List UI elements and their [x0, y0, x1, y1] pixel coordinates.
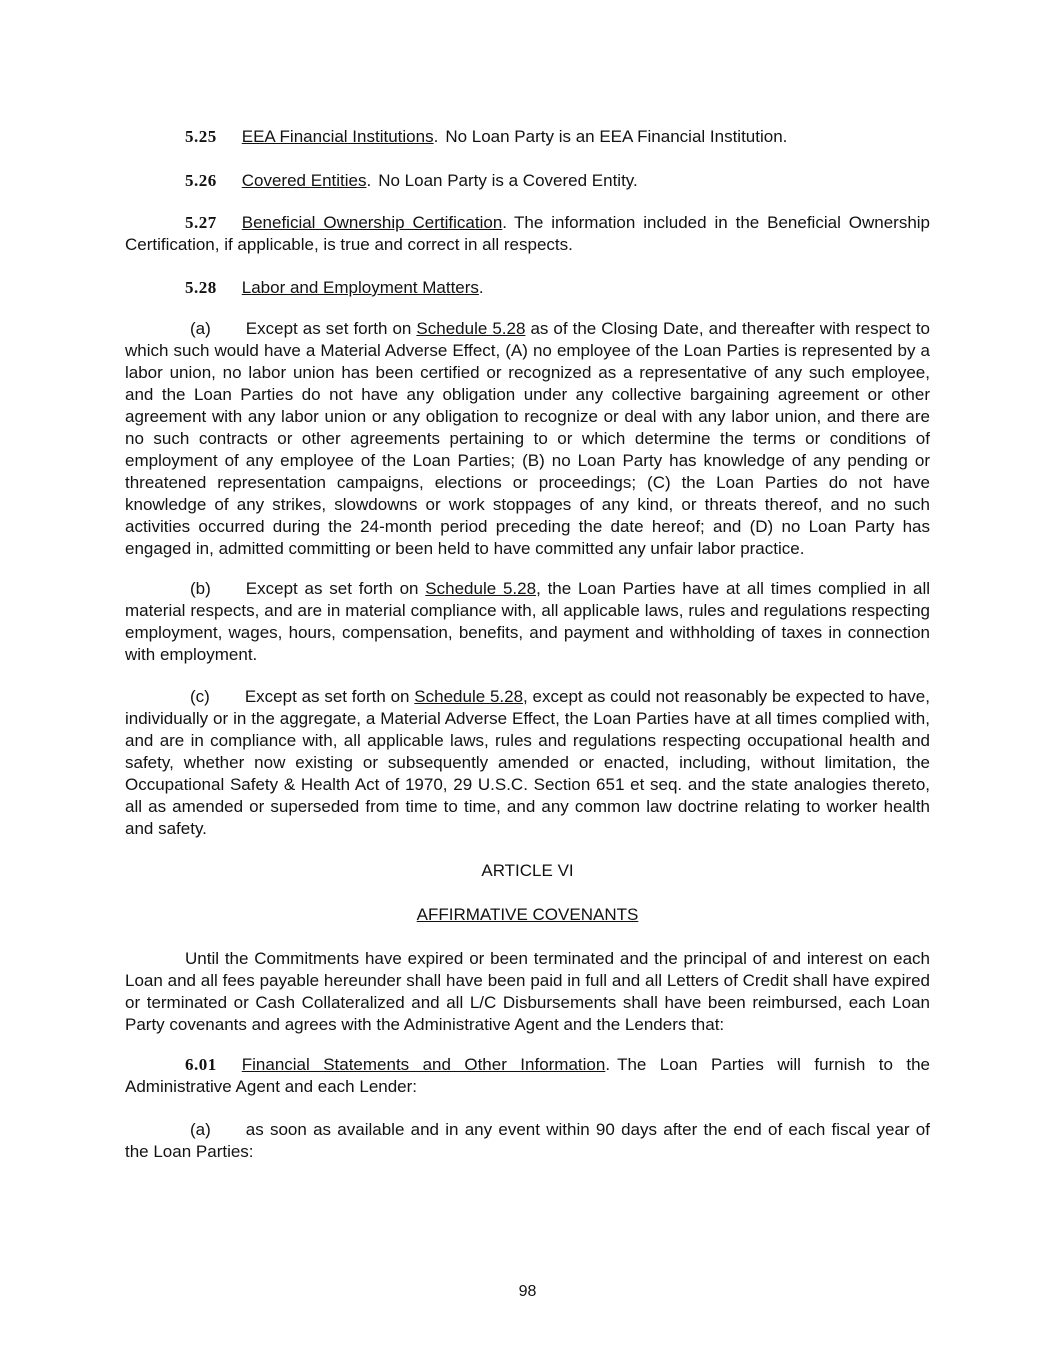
paragraph-5-28-c: [125, 686, 930, 840]
paragraph-text: , except as could not reasonably be expected to have, individually or in the aggregate, a Material Adverse Effect, the Loan Parties have at all times complied with, and are in compliance with, all applicable laws, rules and regulations respecting occupational health and safety, whether now existing or subsequently amended or enacted, including, without limitation, the Occupational Safety & Health Act of 1970, 29 U.S.C. Section 651 et seq. and the state analogies thereto, all as amended or superseded from time to time, and any common law doctrine relating to worker health and safety.: [125, 687, 930, 838]
section-title: Financial Statements and Other Information: [241, 1055, 606, 1074]
section-number: 5.27: [185, 213, 217, 232]
schedule-reference: Schedule 5.28: [425, 579, 537, 598]
paragraph-text: Except as set forth on: [244, 687, 415, 706]
article-subheading: [125, 904, 930, 926]
section-text: The Loan Parties will furnish to the Administrative Agent and each Lender:: [125, 1055, 930, 1096]
paragraph-text: as of the Closing Date, and thereafter with respect to which such would have a Material Adverse Effect, (A) no employee of the Loan Parties is represented by a labor union, no labor union has been certified or recognized as a representative of any such employee, and the Loan Parties do not have any obligation under any collective bargaining agreement or other agreement with any labor union or any obligation to recognize or deal with any labor union, and there are no such contracts or other agreements pertaining to or which determine the terms or conditions of employment of any employee of the Loan Parties; (B) no Loan Party has knowledge of any pending or threatened representation campaigns, elections or proceedings; (C) the Loan Parties do not have knowledge of any strikes, slowdowns or work stoppages of any kind, or threats thereof, and no such activities occurred during the 24-month period preceding the date hereof; and (D) no Loan Party has engaged in, admitted committing or been held to have committed any unfair labor practice.: [125, 319, 930, 558]
paragraph-text: as soon as available and in any event within 90 days after the end of each fiscal year of the Loan Parties:: [125, 1120, 930, 1161]
preamble-paragraph: [125, 948, 930, 1036]
period: .: [605, 1055, 611, 1074]
section-5-26: [125, 170, 930, 192]
section-5-27: [125, 212, 930, 256]
section-5-28: [125, 277, 930, 299]
section-title: Labor and Employment Matters: [241, 278, 479, 297]
paragraph-5-28-a: [125, 318, 930, 560]
paragraph-label: (a): [190, 1120, 211, 1139]
section-number: 5.28: [185, 278, 217, 297]
schedule-reference: Schedule 5.28: [416, 319, 526, 338]
paragraph-text: Except as set forth on: [245, 319, 417, 338]
period: .: [366, 171, 372, 190]
paragraph-5-28-b: [125, 578, 930, 666]
section-text: No Loan Party is an EEA Financial Institution.: [445, 127, 788, 146]
section-title: Beneficial Ownership Certification: [241, 213, 503, 232]
paragraph-label: (c): [190, 687, 210, 706]
paragraph-label: (b): [190, 579, 211, 598]
schedule-reference: Schedule 5.28: [414, 687, 524, 706]
section-title: Covered Entities: [241, 171, 367, 190]
section-text: The information included in the Beneficial Ownership Certification, if applicable, is true and correct in all respects.: [125, 213, 931, 254]
section-5-25: [125, 126, 930, 148]
period: .: [502, 213, 508, 232]
paragraph-text: , the Loan Parties have at all times complied in all material respects, and are in material compliance with, all applicable laws, rules and regulations respecting employment, wages, hours, compensation, benefits, and payment and withholding of taxes in connection with employment.: [125, 579, 930, 664]
article-title: ARTICLE VI: [481, 861, 574, 880]
period: .: [478, 278, 484, 297]
paragraph-text: Except as set forth on: [245, 579, 426, 598]
section-number: 6.01: [185, 1055, 217, 1074]
section-6-01: [125, 1054, 930, 1098]
section-text: No Loan Party is a Covered Entity.: [378, 171, 638, 190]
article-subtitle: AFFIRMATIVE COVENANTS: [416, 905, 639, 924]
section-number: 5.25: [185, 127, 217, 146]
section-title: EEA Financial Institutions: [241, 127, 434, 146]
paragraph-text: Until the Commitments have expired or been terminated and the principal of and interest on each Loan and all fees payable hereunder shall have been paid in full and all Letters of Credit shall have expired or terminated or Cash Collateralized and all L/C Disbursements shall have been reimbursed, each Loan Party covenants and agrees with the Administrative Agent and the Lenders that:: [125, 949, 930, 1034]
page-number: 98: [518, 1283, 537, 1300]
period: .: [433, 127, 439, 146]
article-heading: [125, 860, 930, 882]
paragraph-label: (a): [190, 319, 211, 338]
paragraph-6-01-a: [125, 1119, 930, 1163]
section-number: 5.26: [185, 171, 217, 190]
